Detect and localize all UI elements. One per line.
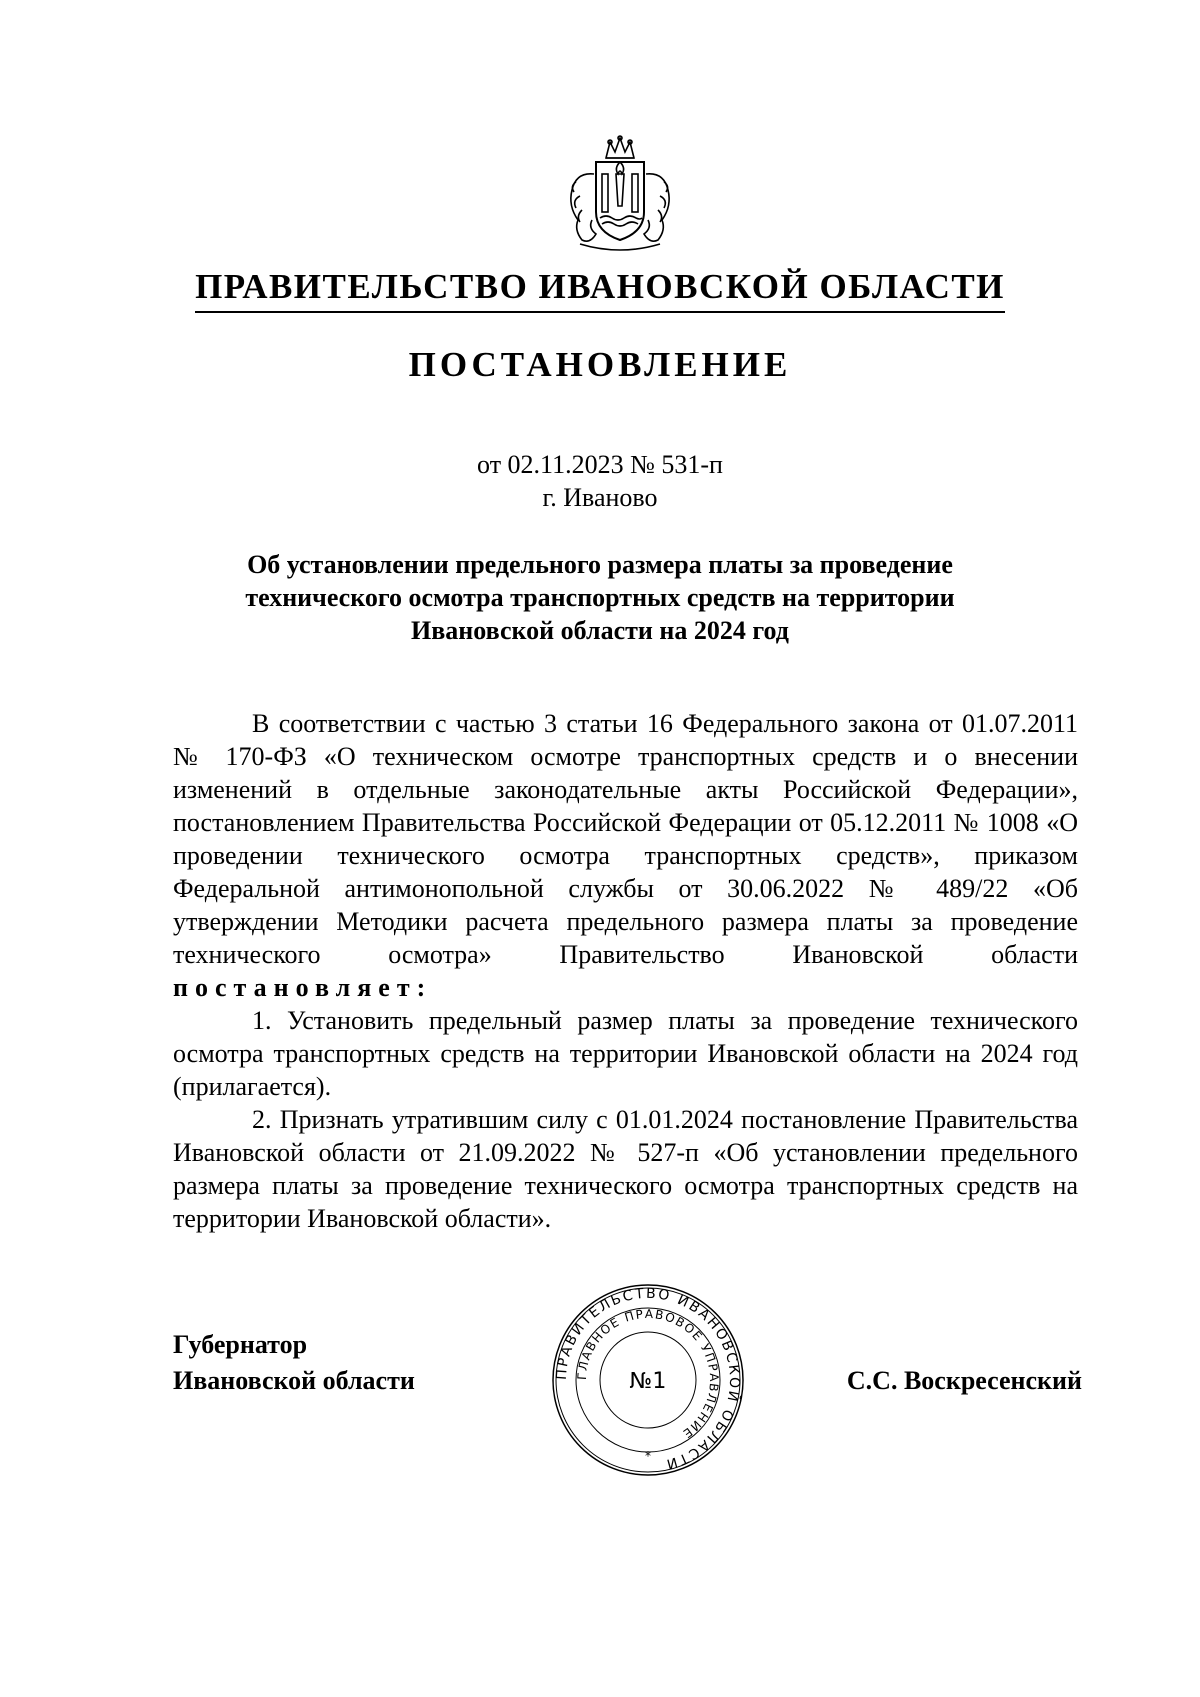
position-line: Губернатор bbox=[173, 1330, 308, 1359]
document-body bbox=[173, 707, 1078, 1235]
seal-star-icon: * bbox=[645, 1449, 651, 1463]
government-title: ПРАВИТЕЛЬСТВО ИВАНОВСКОЙ ОБЛАСТИ bbox=[0, 262, 1200, 313]
seal-inner-text: ГЛАВНОЕ ПРАВОВОЕ УПРАВЛЕНИЕ bbox=[574, 1306, 722, 1442]
subject-line: Ивановской области на 2024 год bbox=[411, 616, 789, 645]
official-seal bbox=[550, 1282, 746, 1478]
signatory-position bbox=[173, 1327, 415, 1399]
item-paragraph: 2. Признать утратившим силу с 01.01.2024 постановление Правительства Ивановской области от 21.09.2022 № 527-п «Об установлении предельного размера платы за проведение технического осмотра транспортных средств на территории Ивановской области». bbox=[173, 1105, 1078, 1233]
preamble-paragraph bbox=[173, 707, 1078, 1004]
document-type-heading: ПОСТАНОВЛЕНИЕ bbox=[408, 345, 792, 384]
seal-number: №1 bbox=[629, 1369, 667, 1394]
coat-of-arms-emblem bbox=[556, 134, 684, 256]
position-line: Ивановской области bbox=[173, 1366, 415, 1395]
date-number: от 02.11.2023 № 531-п bbox=[477, 450, 723, 479]
item-paragraph: 1. Установить предельный размер платы за проведение технического осмотра транспортных средств на территории Ивановской области на 2024 год (прилагается). bbox=[173, 1006, 1078, 1101]
subject-line: технического осмотра транспортных средств на территории bbox=[245, 583, 955, 612]
seal-outer-text: ПРАВИТЕЛЬСТВО ИВАНОВСКОЙ ОБЛАСТИ bbox=[553, 1285, 743, 1473]
signatory-name: С.С. Воскресенский bbox=[846, 1366, 1082, 1395]
subject-line: Об установлении предельного размера платы за проведение bbox=[247, 550, 953, 579]
document-subject bbox=[200, 548, 1000, 647]
decree-word: постановляет: bbox=[173, 973, 433, 1002]
document-meta bbox=[0, 448, 1200, 514]
city: г. Иваново bbox=[542, 483, 658, 512]
preamble-text: В соответствии с частью 3 статьи 16 Федерального закона от 01.07.2011 № 170-ФЗ «О техническом осмотре транспортных средств и о внесении изменений в отдельные законодательные акты Российской Федерации», постановлением Правительства Российской Федерации от 05.12.2011 № 1008 «О проведении технического осмотра транспортных средств», приказом Федеральной антимонопольной службы от 30.06.2022 № 489/22 «Об утверждении Методики расчета предельного размера платы за проведение технического осмотра» Правительство Ивановской области bbox=[173, 709, 1078, 969]
